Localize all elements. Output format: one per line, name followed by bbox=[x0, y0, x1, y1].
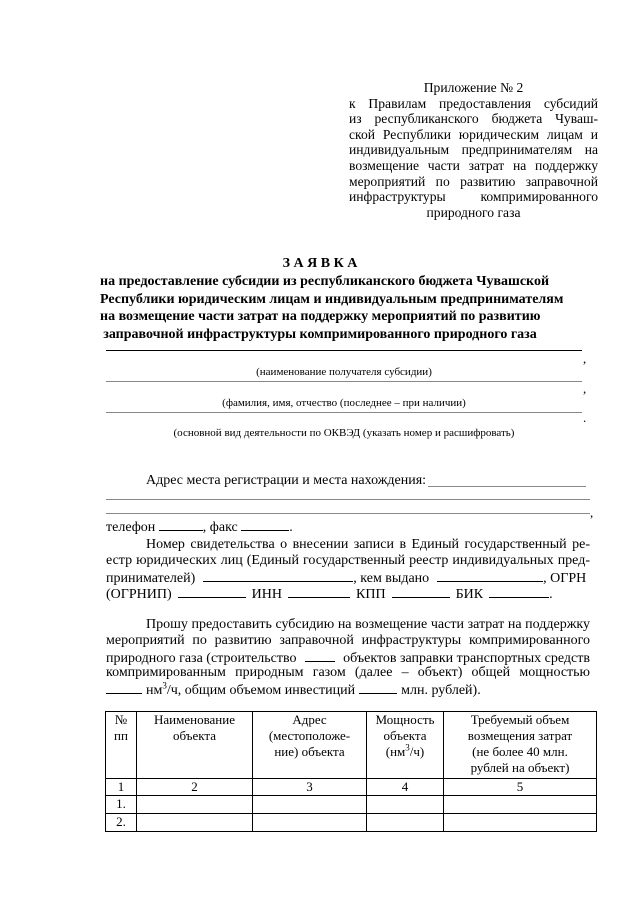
column-number: 5 bbox=[444, 779, 597, 796]
kpp-field[interactable] bbox=[392, 585, 450, 598]
request-line-4: компримированным природным газом (далее – объект) общей мощностью bbox=[106, 665, 590, 680]
table-cell[interactable] bbox=[444, 796, 597, 814]
table-cell[interactable] bbox=[137, 796, 253, 814]
appendix-line: индивидуальным предпринимателям на bbox=[349, 142, 598, 158]
okved-period: . bbox=[583, 410, 587, 425]
objects-label: объектов заправки транспортных средств bbox=[343, 651, 590, 666]
header-compensation bbox=[444, 712, 597, 779]
document-title bbox=[100, 255, 564, 344]
investment-label: /ч, общим объемом инвестиций bbox=[166, 683, 356, 698]
column-number: 4 bbox=[367, 779, 444, 796]
appendix-line: возмещение части затрат на поддержку bbox=[349, 157, 598, 173]
appendix-line: к Правилам предоставления субсидий bbox=[349, 95, 598, 111]
registration-line-1: Номер свидетельства о внесении записи в Единый государственный ре- bbox=[146, 537, 590, 552]
header-object-name bbox=[137, 712, 253, 779]
full-name-field[interactable] bbox=[106, 381, 582, 382]
header-text: Адрес bbox=[292, 712, 327, 727]
recipient-comma: , bbox=[583, 351, 587, 366]
okved-caption: (основной вид деятельности по ОКВЭД (указать номер и расшифровать) bbox=[173, 427, 515, 439]
address-field-1[interactable] bbox=[428, 486, 586, 487]
full-name-comma: , bbox=[583, 381, 587, 396]
ogrn-field[interactable] bbox=[178, 585, 246, 598]
header-text: объекта bbox=[383, 728, 427, 743]
table-cell[interactable] bbox=[367, 796, 444, 814]
table-cell[interactable] bbox=[253, 814, 367, 832]
registration-line-4 bbox=[106, 585, 553, 603]
column-number: 3 bbox=[253, 779, 367, 796]
issued-by-field[interactable] bbox=[437, 569, 543, 582]
title-line: на предоставление субсидии из республиканского бюджета Чувашской bbox=[100, 273, 550, 289]
capacity-unit bbox=[146, 680, 167, 699]
registration-line-2: естр юридических лиц (Единый государственный реестр индивидуальных пред- bbox=[106, 553, 590, 568]
table-row bbox=[106, 796, 597, 814]
header-capacity bbox=[367, 712, 444, 779]
request-line-1: Прошу предоставить субсидию на возмещение части затрат на поддержку bbox=[146, 617, 590, 632]
header-text: объекта bbox=[172, 728, 217, 743]
table-row bbox=[106, 814, 597, 832]
request-line-2: мероприятий по развитию заправочной инфраструктуры компримированного bbox=[106, 633, 590, 648]
phone-field[interactable] bbox=[159, 518, 203, 531]
request-line-5 bbox=[106, 681, 481, 699]
fax-field[interactable] bbox=[241, 518, 289, 531]
table-numbering-row bbox=[106, 779, 597, 796]
okved-field[interactable] bbox=[106, 412, 582, 413]
capacity-unit-sup: 3 bbox=[162, 680, 167, 691]
title-line: заправочной инфраструктуры компримированного природного газа bbox=[103, 327, 537, 343]
header-text: $(нм^3/ч)$ bbox=[385, 742, 425, 759]
full-name-caption: (фамилия, имя, отчество (последнее – при наличии) bbox=[222, 397, 466, 409]
title-heading: З А Я В К А bbox=[282, 256, 358, 271]
ogrnip-label: (ОГРНИП) bbox=[106, 587, 172, 602]
construction-label: природного газа (строительство bbox=[106, 651, 297, 666]
header-text: Мощность bbox=[375, 712, 435, 727]
kpp-label: КПП bbox=[356, 587, 386, 602]
row-number: 2. bbox=[106, 814, 137, 832]
appendix-block bbox=[349, 80, 598, 220]
capacity-unit-base: нм bbox=[146, 683, 163, 698]
phone-label: телефон bbox=[106, 520, 156, 535]
registration-number-field[interactable] bbox=[203, 569, 353, 582]
inn-label: ИНН bbox=[251, 587, 282, 602]
bik-label: БИК bbox=[455, 587, 484, 602]
header-number bbox=[106, 712, 137, 779]
header-text: Наименование bbox=[154, 712, 235, 727]
address-label: Адрес места регистрации и места нахождения: bbox=[146, 473, 427, 488]
ogrn-label: , ОГРН bbox=[543, 571, 587, 586]
header-address bbox=[253, 712, 367, 779]
address-field-3[interactable] bbox=[106, 513, 590, 514]
phone-fax-end: . bbox=[289, 520, 293, 535]
fax-label: , факс bbox=[202, 520, 238, 535]
header-text: возмещения затрат bbox=[467, 728, 573, 743]
phone-fax-line bbox=[106, 518, 293, 536]
issued-by-label: , кем выдано bbox=[353, 571, 430, 586]
capacity-field[interactable] bbox=[106, 681, 142, 694]
investment-field[interactable] bbox=[359, 681, 397, 694]
bik-field[interactable] bbox=[489, 585, 549, 598]
table-header-row bbox=[106, 712, 597, 779]
column-number: 1 bbox=[106, 779, 137, 796]
table-cell[interactable] bbox=[367, 814, 444, 832]
row-number: 1. bbox=[106, 796, 137, 814]
objects-count-field[interactable] bbox=[305, 649, 335, 662]
header-text: пп bbox=[114, 728, 128, 743]
address-field-2[interactable] bbox=[106, 499, 590, 500]
title-line: Республики юридическим лицам и индивидуальным предпринимателям bbox=[100, 291, 564, 307]
registration-label: принимателей) bbox=[106, 571, 196, 586]
appendix-number: Приложение № 2 bbox=[423, 80, 524, 95]
title-line: на возмещение части затрат на поддержку мероприятий по развитию bbox=[100, 309, 541, 325]
appendix-line: инфраструктуры компримированного bbox=[349, 189, 598, 205]
appendix-line: ской Республики юридическим лицам и bbox=[349, 126, 598, 142]
header-text: № bbox=[114, 712, 128, 727]
appendix-line: из республиканского бюджета Чуваш- bbox=[349, 111, 598, 127]
header-text: ние) объекта bbox=[274, 744, 345, 759]
recipient-caption: (наименование получателя субсидии) bbox=[256, 366, 432, 378]
appendix-line: природного газа bbox=[426, 204, 521, 220]
header-text: рублей на объект) bbox=[470, 760, 570, 775]
inn-field[interactable] bbox=[288, 585, 350, 598]
column-number: 2 bbox=[137, 779, 253, 796]
address-comma: , bbox=[590, 505, 594, 520]
header-text: Требуемый объем bbox=[470, 712, 570, 727]
registration-end: . bbox=[549, 587, 553, 602]
recipient-name-field[interactable] bbox=[106, 350, 582, 351]
header-text: (не более 40 млн. bbox=[472, 744, 568, 759]
table-cell[interactable] bbox=[253, 796, 367, 814]
table-cell[interactable] bbox=[137, 814, 253, 832]
objects-table bbox=[105, 711, 597, 832]
million-rubles-label: млн. рублей). bbox=[401, 683, 481, 698]
table-cell[interactable] bbox=[444, 814, 597, 832]
appendix-line: мероприятий по развитию заправочной bbox=[349, 173, 598, 189]
header-text: (местоположе- bbox=[268, 728, 351, 743]
